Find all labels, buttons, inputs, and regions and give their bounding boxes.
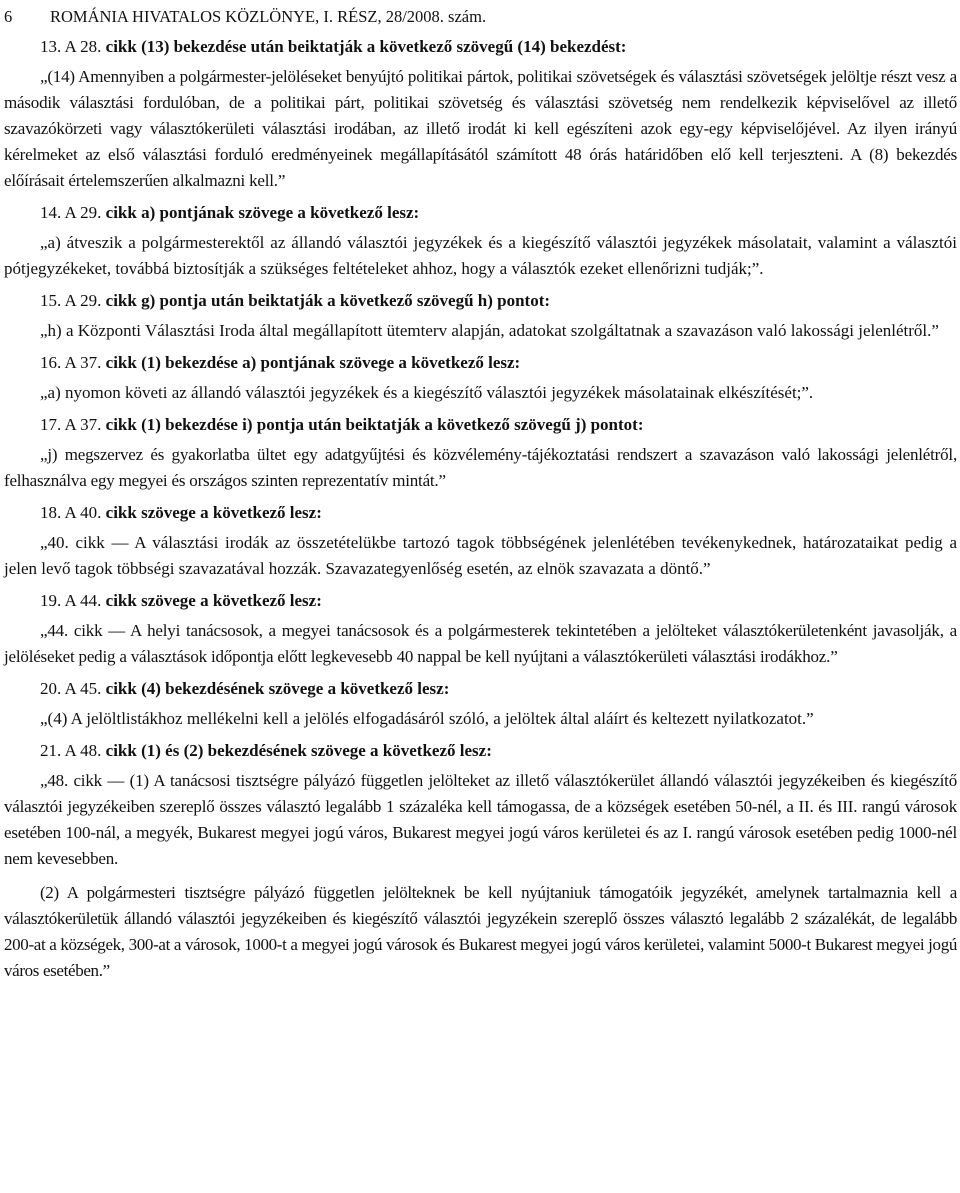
section-heading-16: 16. A 37. cikk (1) bekezdése a) pontjának szövege a következő lesz: — [40, 353, 521, 372]
document-page — [4, 0, 957, 984]
publication-title: ROMÁNIA HIVATALOS KÖZLÖNYE, I. RÉSZ, 28/2008. szám. — [50, 7, 487, 26]
document-body — [4, 34, 957, 984]
section-21-paragraph-1: „48. cikk — (1) A tanácsosi tisztségre pályázó független jelölteket az illető választókerület állandó választói jegyzékeiben és kiegészítő választói jegyzékeiben szereplő összes választó legalább 1 százaléka kell támogassa, de a községek esetében 50-nél, a II. és III. rangú városok esetében 100-nál, a megyék, Bukarest megyei jogú város, Bukarest megyei jogú város kerületei és az I. rangú városok esetében pedig 1000-nél nem kevesebben. — [4, 771, 957, 868]
section-heading-19: 19. A 44. cikk szövege a következő lesz: — [40, 591, 322, 610]
section-heading-17: 17. A 37. cikk (1) bekezdése i) pontja után beiktatják a következő szövegű j) pontot: — [40, 415, 644, 434]
section-17-paragraph: „j) megszervez és gyakorlatba ültet egy adatgyűjtési és közvélemény-tájékoztatási rendszert a szavazáson való lakossági jelenlétről, felhasználva egy megyei és országos szinten reprezentatív mintát.” — [4, 445, 957, 490]
section-heading-15: 15. A 29. cikk g) pontja után beiktatják a következő szövegű h) pontot: — [40, 291, 551, 310]
section-19-paragraph: „44. cikk — A helyi tanácsosok, a megyei tanácsosok és a polgármesterek tekintetében a jelölteket választókerületenként javasolják, a jelöléseket pedig a választások időpontja előtt legkevesebb 40 nappal be kell nyújtani a választókerületi választási irodákhoz.” — [4, 621, 957, 666]
section-heading-21: 21. A 48. cikk (1) és (2) bekezdésének szövege a következő lesz: — [40, 741, 492, 760]
section-heading-13: 13. A 28. cikk (13) bekezdése után beiktatják a következő szövegű (14) bekezdést: — [40, 37, 627, 56]
section-18-paragraph: „40. cikk — A választási irodák az összetételükbe tartozó tagok többségének jelenlétében tevékenykednek, határozataikat pedig a jelen levő tagok többségi szavazatával hozzák. Szavazategyenlőség esetén, az elnök szavazata a döntő.” — [4, 533, 957, 578]
section-15-paragraph: „h) a Központi Választási Iroda által megállapított ütemterv alapján, adatokat szolgáltatnak a szavazáson való lakossági jelenlétről.” — [40, 321, 939, 340]
section-heading-20: 20. A 45. cikk (4) bekezdésének szövege a következő lesz: — [40, 679, 450, 698]
section-16-paragraph: „a) nyomon követi az állandó választói jegyzékek és a kiegészítő választói jegyzékek másolatainak elkészítését;”. — [40, 383, 814, 402]
section-20-paragraph: „(4) A jelöltlistákhoz mellékelni kell a jelölés elfogadásáról szóló, a jelöltek által aláírt és keltezett nyilatkozatot.” — [40, 709, 814, 728]
running-header — [4, 0, 957, 30]
section-14-paragraph: „a) átveszik a polgármesterektől az állandó választói jegyzékek és a kiegészítő választói jegyzékek másolatait, valamint a választói pótjegyzékeket, továbbá biztosítják a szükséges feltételeket ahhoz, hogy a választók ezeket ellenőrizni tudják;”. — [4, 233, 957, 278]
section-heading-18: 18. A 40. cikk szövege a következő lesz: — [40, 503, 322, 522]
section-heading-14: 14. A 29. cikk a) pontjának szövege a következő lesz: — [40, 203, 420, 222]
section-13-paragraph: „(14) Amennyiben a polgármester-jelöléseket benyújtó politikai pártok, politikai szövetségek és választási szövetségek jelöltje részt vesz a második választási fordulóban, de a politikai párt, politikai szövetség és választási szövetség nem rendelkezik képviselővel az illető szavazókörzeti vagy választókerületi választási irodában, az illető irodát ki kell egészíteni azok egy-egy képviselőjével. Az ilyen irányú kérelmeket az első választási forduló eredményeinek megállapításától számított 48 órás határidőben elő kell terjeszteni. A (8) bekezdés előírásait értelemszerűen alkalmazni kell.” — [4, 67, 957, 190]
page-number: 6 — [4, 7, 13, 26]
section-21-paragraph-2: (2) A polgármesteri tisztségre pályázó független jelölteknek be kell nyújtaniuk támogatóik jegyzékét, amelynek tartalmaznia kell a választókerületük állandó választói jegyzékeiben és kiegészítő választói jegyzékein szereplő összes választó legalább 2 százalékát, de legalább 200-at a községek, 300-at a városok, 1000-t a megyei jogú városok és Bukarest megyei jogú város kerületei, valamint 5000-t Bukarest megyei jogú város esetében.” — [4, 883, 957, 980]
